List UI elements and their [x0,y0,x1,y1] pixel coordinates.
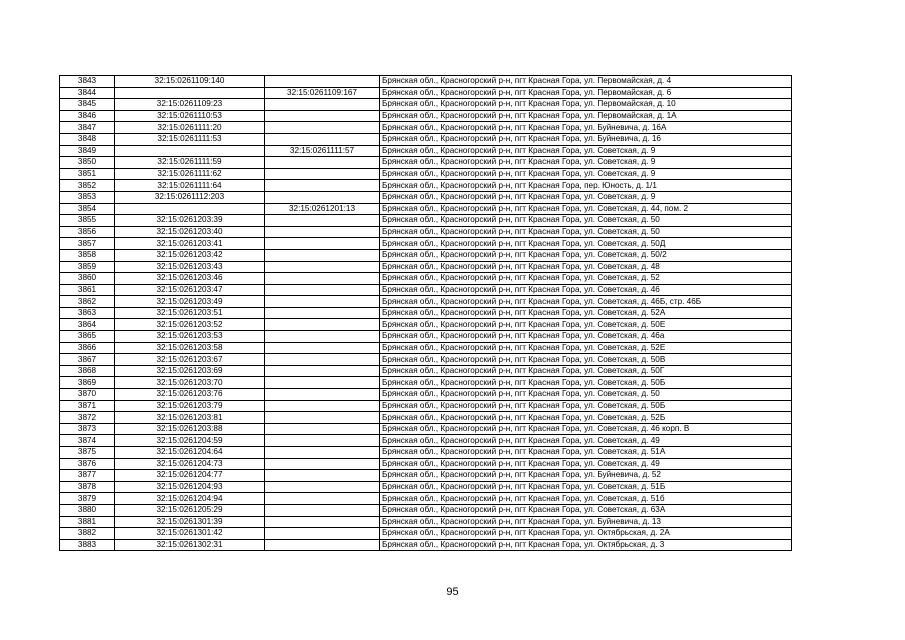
cadastral-number-cell [115,145,265,157]
address-cell: Брянская обл., Красногорский р-н, пгт Красная Гора, ул. Советская, д. 50Б [380,377,792,389]
row-number-cell: 3849 [60,145,115,157]
secondary-cadastral-number-cell [265,331,380,343]
secondary-cadastral-number-cell [265,122,380,134]
secondary-cadastral-number-cell: 32:15:0261109:167 [265,87,380,99]
table-row [60,423,792,435]
cadastral-number-cell: 32:15:0261203:41 [115,238,265,250]
table-row [60,87,792,99]
cadastral-number-cell: 32:15:0261203:51 [115,307,265,319]
cadastral-number-cell: 32:15:0261204:77 [115,470,265,482]
table-row [60,389,792,401]
table-row [60,249,792,261]
address-cell: Брянская обл., Красногорский р-н, пгт Красная Гора, ул. Советская, д. 52Б [380,412,792,424]
row-number-cell: 3878 [60,481,115,493]
row-number-cell: 3869 [60,377,115,389]
row-number-cell: 3843 [60,76,115,88]
address-cell: Брянская обл., Красногорский р-н, пгт Красная Гора, ул. Советская, д. 50Б [380,400,792,412]
cadastral-number-cell: 32:15:0261204:73 [115,458,265,470]
secondary-cadastral-number-cell [265,365,380,377]
address-cell: Брянская обл., Красногорский р-н, пгт Красная Гора, ул. Советская, д. 9 [380,191,792,203]
address-cell: Брянская обл., Красногорский р-н, пгт Красная Гора, ул. Октябрьская, д. 2А [380,528,792,540]
cadastral-number-cell [115,87,265,99]
table-row [60,157,792,169]
secondary-cadastral-number-cell [265,180,380,192]
row-number-cell: 3856 [60,226,115,238]
address-cell: Брянская обл., Красногорский р-н, пгт Красная Гора, ул. Первомайская, д. 6 [380,87,792,99]
address-cell: Брянская обл., Красногорский р-н, пгт Красная Гора, ул. Советская, д. 9 [380,157,792,169]
table-row [60,516,792,528]
table-row [60,133,792,145]
cadastral-number-cell: 32:15:0261203:42 [115,249,265,261]
address-cell: Брянская обл., Красногорский р-н, пгт Красная Гора, ул. Советская, д. 50Е [380,319,792,331]
row-number-cell: 3873 [60,423,115,435]
secondary-cadastral-number-cell [265,238,380,250]
address-cell: Брянская обл., Красногорский р-н, пгт Красная Гора, пер. Юность, д. 1/1 [380,180,792,192]
table-body [60,76,792,551]
cadastral-number-cell: 32:15:0261203:46 [115,273,265,285]
cadastral-number-cell: 32:15:0261203:40 [115,226,265,238]
address-cell: Брянская обл., Красногорский р-н, пгт Красная Гора, ул. Советская, д. 46 [380,284,792,296]
cadastral-number-cell: 32:15:0261302:31 [115,539,265,551]
secondary-cadastral-number-cell [265,493,380,505]
address-cell: Брянская обл., Красногорский р-н, пгт Красная Гора, ул. Буйневича, д. 13 [380,516,792,528]
secondary-cadastral-number-cell [265,226,380,238]
table-row [60,470,792,482]
address-cell: Брянская обл., Красногорский р-н, пгт Красная Гора, ул. Первомайская, д. 10 [380,99,792,111]
table-row [60,261,792,273]
table-row [60,273,792,285]
secondary-cadastral-number-cell [265,539,380,551]
cadastral-number-cell: 32:15:0261203:58 [115,342,265,354]
table-row [60,110,792,122]
row-number-cell: 3871 [60,400,115,412]
table-row [60,400,792,412]
table-row [60,215,792,227]
address-cell: Брянская обл., Красногорский р-н, пгт Красная Гора, ул. Советская, д. 49 [380,435,792,447]
cadastral-number-cell: 32:15:0261203:76 [115,389,265,401]
secondary-cadastral-number-cell [265,307,380,319]
row-number-cell: 3852 [60,180,115,192]
address-cell: Брянская обл., Красногорский р-н, пгт Красная Гора, ул. Советская, д. 50 [380,389,792,401]
table-row [60,493,792,505]
address-cell: Брянская обл., Красногорский р-н, пгт Красная Гора, ул. Советская, д. 49 [380,458,792,470]
secondary-cadastral-number-cell [265,412,380,424]
address-cell: Брянская обл., Красногорский р-н, пгт Красная Гора, ул. Советская, д. 51А [380,447,792,459]
address-cell: Брянская обл., Красногорский р-н, пгт Красная Гора, ул. Советская, д. 52А [380,307,792,319]
secondary-cadastral-number-cell [265,168,380,180]
row-number-cell: 3866 [60,342,115,354]
secondary-cadastral-number-cell [265,99,380,111]
table-row [60,447,792,459]
secondary-cadastral-number-cell [265,284,380,296]
address-cell: Брянская обл., Красногорский р-н, пгт Красная Гора, ул. Буйневича, д. 16 [380,133,792,145]
row-number-cell: 3882 [60,528,115,540]
cadastral-number-cell: 32:15:0261111:59 [115,157,265,169]
table-row [60,481,792,493]
cadastral-number-cell: 32:15:0261301:39 [115,516,265,528]
table-row [60,226,792,238]
row-number-cell: 3876 [60,458,115,470]
table-row [60,458,792,470]
address-cell: Брянская обл., Красногорский р-н, пгт Красная Гора, ул. Советская, д. 50 [380,226,792,238]
secondary-cadastral-number-cell [265,377,380,389]
cadastral-number-cell: 32:15:0261109:140 [115,76,265,88]
row-number-cell: 3858 [60,249,115,261]
cadastral-number-cell: 32:15:0261204:94 [115,493,265,505]
secondary-cadastral-number-cell [265,481,380,493]
cadastral-number-cell: 32:15:0261203:52 [115,319,265,331]
secondary-cadastral-number-cell [265,342,380,354]
address-cell: Брянская обл., Красногорский р-н, пгт Красная Гора, ул. Советская, д. 9 [380,168,792,180]
cadastral-number-cell: 32:15:0261203:88 [115,423,265,435]
secondary-cadastral-number-cell [265,516,380,528]
table-row [60,528,792,540]
address-cell: Брянская обл., Красногорский р-н, пгт Красная Гора, ул. Советская, д. 52Е [380,342,792,354]
row-number-cell: 3870 [60,389,115,401]
secondary-cadastral-number-cell [265,296,380,308]
address-cell: Брянская обл., Красногорский р-н, пгт Красная Гора, ул. Советская, д. 46 корп. В [380,423,792,435]
secondary-cadastral-number-cell [265,470,380,482]
table-row [60,412,792,424]
row-number-cell: 3859 [60,261,115,273]
cadastral-number-cell: 32:15:0261111:62 [115,168,265,180]
table-row [60,504,792,516]
cadastral-number-cell: 32:15:0261203:70 [115,377,265,389]
table-row [60,377,792,389]
cadastral-number-cell [115,203,265,215]
row-number-cell: 3875 [60,447,115,459]
cadastral-number-cell: 32:15:0261203:47 [115,284,265,296]
table-row [60,122,792,134]
secondary-cadastral-number-cell [265,423,380,435]
cadastral-number-cell: 32:15:0261203:81 [115,412,265,424]
table-row [60,365,792,377]
row-number-cell: 3872 [60,412,115,424]
address-cell: Брянская обл., Красногорский р-н, пгт Красная Гора, ул. Советская, д. 51б [380,493,792,505]
row-number-cell: 3850 [60,157,115,169]
row-number-cell: 3847 [60,122,115,134]
row-number-cell: 3874 [60,435,115,447]
table-row [60,319,792,331]
row-number-cell: 3848 [60,133,115,145]
cadastral-number-cell: 32:15:0261204:64 [115,447,265,459]
table-row [60,354,792,366]
cadastral-number-cell: 32:15:0261111:20 [115,122,265,134]
row-number-cell: 3853 [60,191,115,203]
row-number-cell: 3855 [60,215,115,227]
row-number-cell: 3877 [60,470,115,482]
cadastral-number-cell: 32:15:0261203:49 [115,296,265,308]
secondary-cadastral-number-cell [265,319,380,331]
secondary-cadastral-number-cell [265,249,380,261]
row-number-cell: 3845 [60,99,115,111]
secondary-cadastral-number-cell [265,389,380,401]
row-number-cell: 3854 [60,203,115,215]
table-row [60,203,792,215]
row-number-cell: 3863 [60,307,115,319]
cadastral-number-cell: 32:15:0261203:67 [115,354,265,366]
secondary-cadastral-number-cell: 32:15:0261111:57 [265,145,380,157]
address-cell: Брянская обл., Красногорский р-н, пгт Красная Гора, ул. Советская, д. 50 [380,215,792,227]
row-number-cell: 3883 [60,539,115,551]
row-number-cell: 3857 [60,238,115,250]
cadastral-number-cell: 32:15:0261203:79 [115,400,265,412]
cadastral-number-cell: 32:15:0261204:59 [115,435,265,447]
address-cell: Брянская обл., Красногорский р-н, пгт Красная Гора, ул. Советская, д. 50Г [380,365,792,377]
registry-table [59,75,792,551]
cadastral-number-cell: 32:15:0261110:53 [115,110,265,122]
secondary-cadastral-number-cell [265,133,380,145]
row-number-cell: 3862 [60,296,115,308]
secondary-cadastral-number-cell [265,191,380,203]
table-row [60,331,792,343]
secondary-cadastral-number-cell [265,435,380,447]
secondary-cadastral-number-cell [265,261,380,273]
cadastral-number-cell: 32:15:0261301:42 [115,528,265,540]
secondary-cadastral-number-cell [265,400,380,412]
table-row [60,296,792,308]
row-number-cell: 3865 [60,331,115,343]
secondary-cadastral-number-cell: 32:15:0261201:13 [265,203,380,215]
table-row [60,145,792,157]
address-cell: Брянская обл., Красногорский р-н, пгт Красная Гора, ул. Советская, д. 9 [380,145,792,157]
secondary-cadastral-number-cell [265,76,380,88]
table-row [60,191,792,203]
cadastral-number-cell: 32:15:0261203:69 [115,365,265,377]
row-number-cell: 3860 [60,273,115,285]
table-row [60,284,792,296]
cadastral-number-cell: 32:15:0261203:53 [115,331,265,343]
address-cell: Брянская обл., Красногорский р-н, пгт Красная Гора, ул. Буйневича, д. 16А [380,122,792,134]
row-number-cell: 3879 [60,493,115,505]
address-cell: Брянская обл., Красногорский р-н, пгт Красная Гора, ул. Советская, д. 48 [380,261,792,273]
cadastral-number-cell: 32:15:0261111:64 [115,180,265,192]
table-row [60,168,792,180]
table-row [60,76,792,88]
address-cell: Брянская обл., Красногорский р-н, пгт Красная Гора, ул. Советская, д. 63А [380,504,792,516]
row-number-cell: 3861 [60,284,115,296]
cadastral-number-cell: 32:15:0261109:23 [115,99,265,111]
address-cell: Брянская обл., Красногорский р-н, пгт Красная Гора, ул. Первомайская, д. 1А [380,110,792,122]
table-row [60,180,792,192]
row-number-cell: 3864 [60,319,115,331]
address-cell: Брянская обл., Красногорский р-н, пгт Красная Гора, ул. Советская, д. 46а [380,331,792,343]
table-row [60,99,792,111]
address-cell: Брянская обл., Красногорский р-н, пгт Красная Гора, ул. Буйневича, д. 52 [380,470,792,482]
cadastral-number-cell: 32:15:0261204:93 [115,481,265,493]
secondary-cadastral-number-cell [265,528,380,540]
row-number-cell: 3880 [60,504,115,516]
secondary-cadastral-number-cell [265,215,380,227]
address-cell: Брянская обл., Красногорский р-н, пгт Красная Гора, ул. Советская, д. 50/2 [380,249,792,261]
row-number-cell: 3881 [60,516,115,528]
secondary-cadastral-number-cell [265,504,380,516]
table-row [60,342,792,354]
table-row [60,238,792,250]
row-number-cell: 3851 [60,168,115,180]
address-cell: Брянская обл., Красногорский р-н, пгт Красная Гора, ул. Советская, д. 50В [380,354,792,366]
table-row [60,435,792,447]
secondary-cadastral-number-cell [265,354,380,366]
cadastral-number-cell: 32:15:0261203:43 [115,261,265,273]
address-cell: Брянская обл., Красногорский р-н, пгт Красная Гора, ул. Советская, д. 50Д [380,238,792,250]
address-cell: Брянская обл., Красногорский р-н, пгт Красная Гора, ул. Октябрьская, д. 3 [380,539,792,551]
address-cell: Брянская обл., Красногорский р-н, пгт Красная Гора, ул. Советская, д. 46Б, стр. 46Б [380,296,792,308]
row-number-cell: 3846 [60,110,115,122]
cadastral-number-cell: 32:15:0261205:29 [115,504,265,516]
secondary-cadastral-number-cell [265,157,380,169]
address-cell: Брянская обл., Красногорский р-н, пгт Красная Гора, ул. Советская, д. 52 [380,273,792,285]
address-cell: Брянская обл., Красногорский р-н, пгт Красная Гора, ул. Первомайская, д. 4 [380,76,792,88]
secondary-cadastral-number-cell [265,110,380,122]
cadastral-number-cell: 32:15:0261203:39 [115,215,265,227]
address-cell: Брянская обл., Красногорский р-н, пгт Красная Гора, ул. Советская, д. 44, пом. 2 [380,203,792,215]
row-number-cell: 3844 [60,87,115,99]
page-number: 95 [446,586,459,598]
row-number-cell: 3868 [60,365,115,377]
row-number-cell: 3867 [60,354,115,366]
secondary-cadastral-number-cell [265,458,380,470]
secondary-cadastral-number-cell [265,273,380,285]
table-row [60,307,792,319]
cadastral-number-cell: 32:15:0261111:53 [115,133,265,145]
table-row [60,539,792,551]
address-cell: Брянская обл., Красногорский р-н, пгт Красная Гора, ул. Советская, д. 51Б [380,481,792,493]
secondary-cadastral-number-cell [265,447,380,459]
cadastral-number-cell: 32:15:0261112:203 [115,191,265,203]
